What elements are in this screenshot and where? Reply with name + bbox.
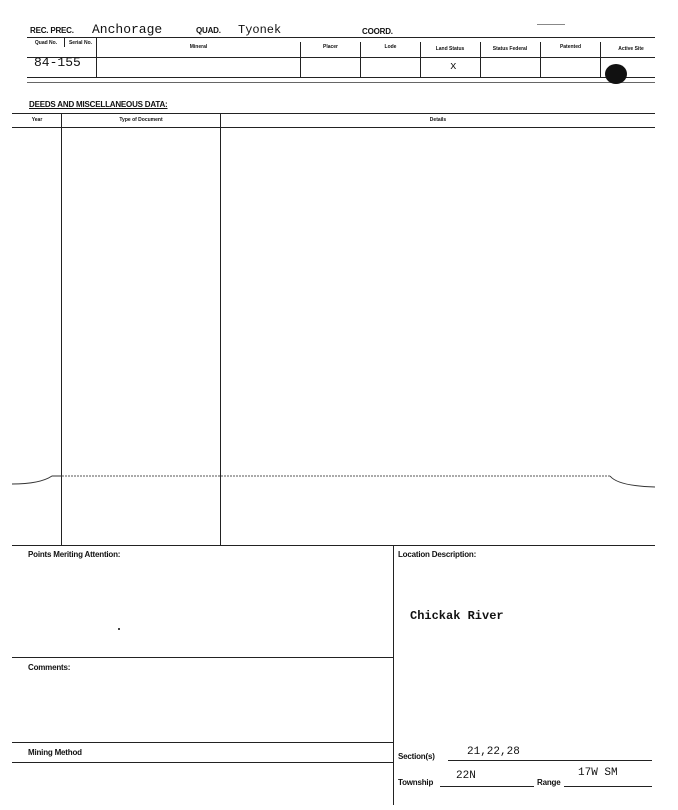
comments-label: Comments:	[28, 663, 71, 672]
col-placer: Placer	[322, 44, 338, 50]
col-patented: Patented	[559, 44, 582, 50]
col-divider-federal	[480, 42, 481, 77]
col-divider-active	[600, 42, 601, 77]
range-value: 17W SM	[578, 767, 618, 779]
col-serial-no: Serial No.	[68, 40, 93, 46]
location-description-value: Chickak River	[410, 609, 504, 623]
top-table-header-divider	[27, 57, 655, 58]
col-status-federal: Status Federal	[492, 45, 528, 52]
top-table-top-border	[27, 37, 655, 38]
col-active-site: Active Site	[618, 45, 644, 52]
quad-value: Tyonek	[238, 23, 282, 37]
range-line	[564, 786, 652, 787]
top-table-bottom-border-2	[27, 82, 655, 83]
top-table-bottom-border	[27, 77, 655, 78]
coord-label: COORD.	[362, 27, 393, 36]
comments-bottom-border	[12, 742, 393, 743]
specks	[118, 628, 120, 630]
col-divider-land	[420, 42, 421, 77]
deeds-bottom-border	[12, 545, 655, 546]
land-status-value: x	[450, 61, 457, 73]
mining-method-label: Mining Method	[28, 748, 82, 757]
deeds-title: DEEDS AND MISCELLANEOUS DATA:	[29, 100, 168, 109]
location-description-label: Location Description:	[398, 550, 477, 559]
quad-label: QUAD.	[196, 26, 221, 35]
mining-method-line	[12, 762, 393, 763]
quad-no-value: 84-155	[34, 55, 81, 70]
deeds-col-year: Year	[31, 116, 43, 123]
bottom-center-divider	[393, 545, 394, 805]
active-site-dot	[605, 64, 627, 84]
range-label: Range	[537, 778, 561, 787]
township-label: Township	[398, 778, 434, 787]
col-mineral: Mineral	[189, 44, 208, 50]
sections-label: Section(s)	[398, 752, 435, 761]
points-meriting-label: Points Meriting Attention:	[28, 550, 121, 559]
rec-prec-label: REC. PREC.	[30, 26, 74, 35]
col-lode: Lode	[384, 44, 397, 50]
township-value: 22N	[456, 770, 476, 782]
col-quad-no: Quad No.	[34, 40, 58, 46]
sections-value: 21,22,28	[467, 746, 520, 758]
deeds-col-type: Type of Document	[119, 116, 163, 123]
rec-prec-value: Anchorage	[92, 22, 163, 37]
deeds-top-border	[12, 113, 655, 114]
page-fold-seam	[0, 470, 678, 500]
stray-mark	[537, 24, 565, 25]
points-bottom-border	[12, 657, 393, 658]
township-line	[440, 786, 534, 787]
deeds-header-divider	[12, 127, 655, 128]
sections-line	[448, 760, 652, 761]
deeds-col-details: Details	[429, 116, 447, 123]
col-land-status: Land Status	[435, 45, 465, 52]
